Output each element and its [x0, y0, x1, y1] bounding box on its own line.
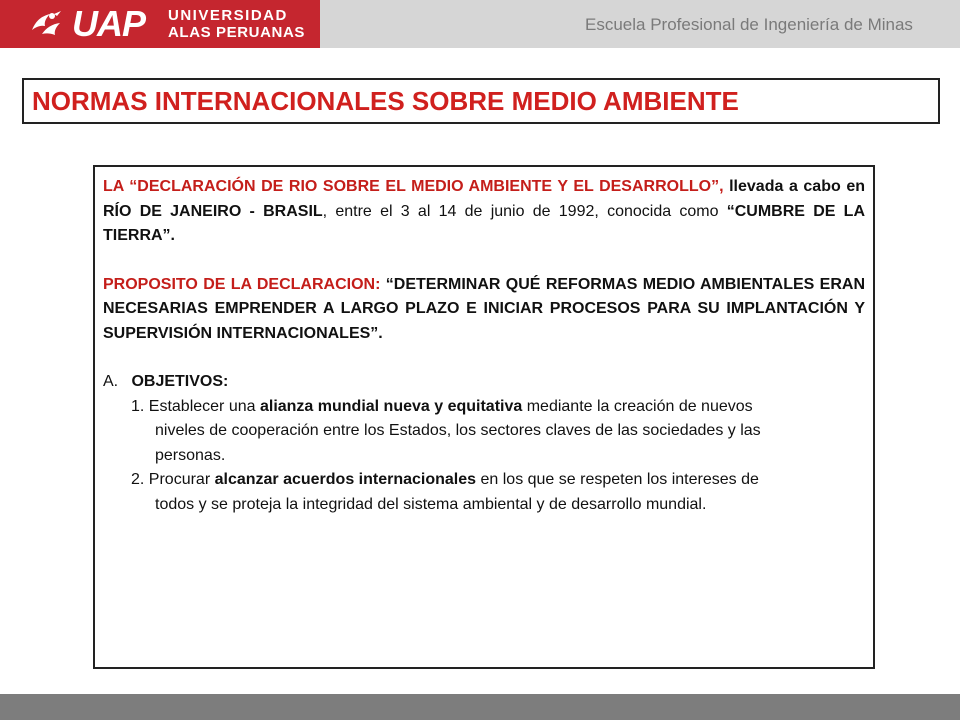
declaration-name: LA “DECLARACIÓN DE RIO SOBRE EL MEDIO AMBIENTE Y EL DESARROLLO”,: [103, 178, 724, 195]
declaration-held: llevada a cabo en: [723, 178, 866, 195]
objective-1-cont2: personas.: [155, 446, 226, 464]
page-title-box: [22, 78, 940, 124]
brand-line-universidad: UNIVERSIDAD: [168, 7, 288, 24]
objective-1-b: alianza mundial nueva y equitativa: [259, 397, 523, 415]
brand-line-alas-peruanas: ALAS PERUANAS: [168, 24, 305, 41]
header-brand-bar: [0, 0, 320, 48]
page-title: NORMAS INTERNACIONALES SOBRE MEDIO AMBIENTE: [32, 86, 739, 116]
objectives-label: OBJETIVOS:: [131, 373, 229, 390]
objective-2: [103, 468, 865, 493]
brand-uap: UAP: [72, 3, 146, 44]
objective-1: [103, 395, 865, 420]
declaration-paragraph: [103, 175, 865, 249]
objective-1-c: mediante la creación de nuevos: [522, 397, 753, 415]
declaration-dates: , entre el 3 al 14 de junio de 1992, conocida como: [322, 202, 727, 220]
objective-1-cont1: niveles de cooperación entre los Estados, los sectores claves de las sociedades y las: [155, 422, 761, 439]
purpose-paragraph: [103, 273, 865, 347]
objective-2-a: 2. Procurar: [131, 471, 215, 488]
objective-2-b: alcanzar acuerdos internacionales: [214, 471, 477, 488]
header-school-bar: [320, 0, 960, 48]
objective-2-cont1: todos y se proteja la integridad del sistema ambiental y de desarrollo mundial.: [155, 495, 707, 513]
purpose-text: “DETERMINAR QUÉ REFORMAS MEDIO AMBIENTALES ERAN NECESARIAS EMPRENDER A LARGO PLAZO E INICIAR PROCESOS PARA SU IMPLANTACIÓN Y SUPERVISIÓN INTERNACIONALES”.: [103, 275, 865, 342]
footer-bar: [0, 694, 960, 720]
objectives-heading: [103, 370, 865, 395]
purpose-label: PROPOSITO DE LA DECLARACION:: [103, 275, 381, 293]
declaration-place: RÍO DE JANEIRO - BRASIL: [103, 202, 323, 220]
objective-2-c: en los que se respeten los intereses de: [476, 471, 759, 488]
winged-emblem-icon: [28, 6, 64, 42]
objectives-prefix: A.: [103, 373, 132, 390]
objective-1-a: 1. Establecer una: [131, 397, 260, 415]
school-name: Escuela Profesional de Ingeniería de Minas: [585, 15, 913, 34]
content-box: [93, 165, 875, 669]
declaration-nickname: “CUMBRE DE LA TIERRA”.: [103, 202, 865, 244]
